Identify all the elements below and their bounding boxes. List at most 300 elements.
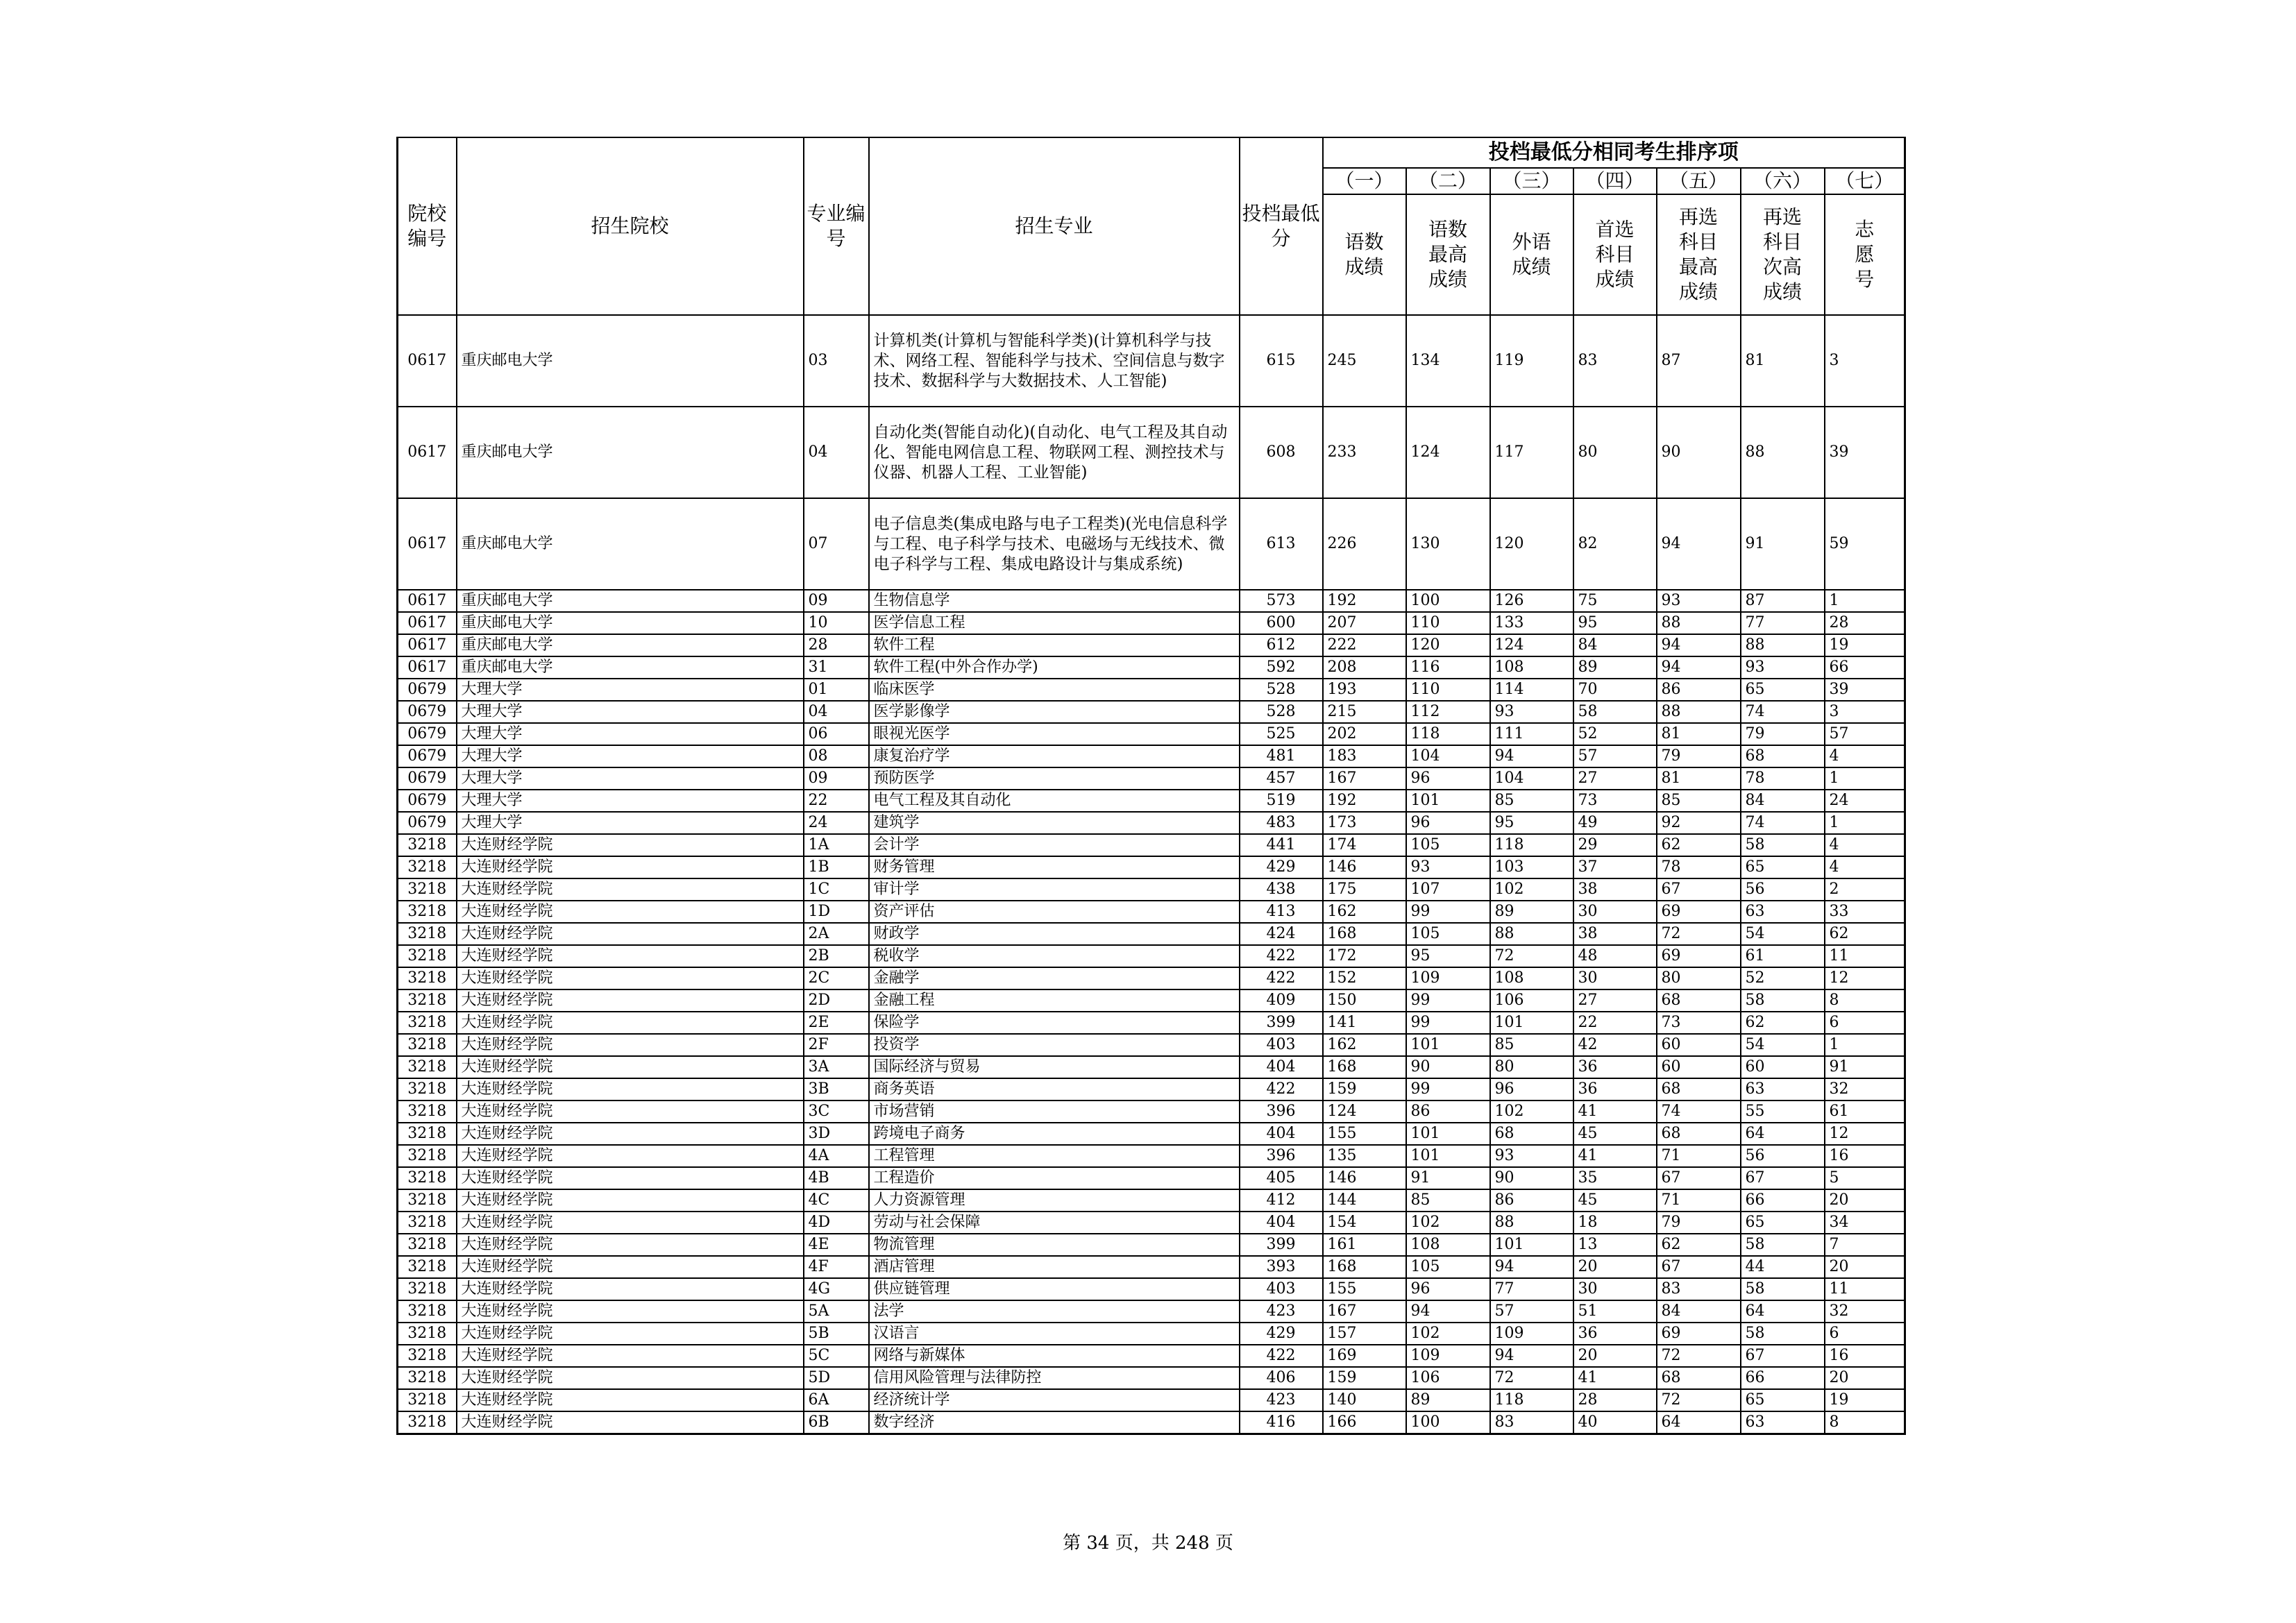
tiebreak-3-cell: 120 (1490, 498, 1573, 590)
tiebreak-3-cell: 86 (1490, 1189, 1573, 1212)
tiebreak-3-cell: 114 (1490, 679, 1573, 701)
tiebreak-4-cell: 27 (1573, 767, 1657, 790)
min-score-cell: 573 (1240, 590, 1323, 612)
tiebreak-4-cell: 83 (1573, 315, 1657, 407)
school-code-cell: 0617 (398, 634, 457, 656)
tiebreak-1-cell: 140 (1323, 1389, 1406, 1411)
tiebreak-5-cell: 69 (1657, 901, 1741, 923)
major-code-cell: 31 (804, 656, 869, 679)
tiebreak-3-cell: 108 (1490, 967, 1573, 989)
tiebreak-3-cell: 90 (1490, 1167, 1573, 1189)
tiebreak-5-cell: 92 (1657, 812, 1741, 834)
school-code-cell: 3218 (398, 1056, 457, 1078)
major-name-cell: 投资学 (869, 1034, 1240, 1056)
tiebreak-4-cell: 18 (1573, 1212, 1657, 1234)
header-min-score: 投档最低分 (1240, 137, 1323, 315)
tiebreak-3-cell: 72 (1490, 1367, 1573, 1389)
tiebreak-7-cell: 3 (1825, 701, 1905, 723)
tiebreak-1-cell: 155 (1323, 1123, 1406, 1145)
tiebreak-3-cell: 85 (1490, 790, 1573, 812)
school-code-cell: 3218 (398, 1300, 457, 1323)
table-row (398, 790, 1905, 812)
tiebreak-7-cell: 66 (1825, 656, 1905, 679)
table-row (398, 878, 1905, 901)
tiebreak-1-cell: 172 (1323, 945, 1406, 967)
major-name-cell: 康复治疗学 (869, 745, 1240, 767)
min-score-cell: 422 (1240, 1345, 1323, 1367)
tiebreak-5-cell: 71 (1657, 1145, 1741, 1167)
tiebreak-6-cell: 58 (1741, 834, 1825, 856)
min-score-cell: 483 (1240, 812, 1323, 834)
school-code-cell: 0617 (398, 612, 457, 634)
major-code-cell: 1A (804, 834, 869, 856)
school-code-cell: 3218 (398, 923, 457, 945)
school-name-cell: 大连财经学院 (457, 1234, 804, 1256)
tiebreak-5-cell: 68 (1657, 1078, 1741, 1101)
table-header (398, 137, 1905, 315)
tiebreak-6-cell: 66 (1741, 1367, 1825, 1389)
tiebreak-6-cell: 64 (1741, 1300, 1825, 1323)
school-name-cell: 大连财经学院 (457, 856, 804, 878)
table-row (398, 1145, 1905, 1167)
tiebreak-2-cell: 94 (1406, 1300, 1490, 1323)
table-row (398, 1034, 1905, 1056)
tiebreak-5-cell: 67 (1657, 878, 1741, 901)
school-code-cell: 3218 (398, 856, 457, 878)
school-name-cell: 重庆邮电大学 (457, 656, 804, 679)
tiebreak-1-cell: 192 (1323, 790, 1406, 812)
table-row (398, 1189, 1905, 1212)
table-row (398, 1078, 1905, 1101)
tiebreak-4-cell: 95 (1573, 612, 1657, 634)
header-school-name: 招生院校 (457, 137, 804, 315)
tiebreak-5-cell: 69 (1657, 945, 1741, 967)
tiebreak-2-cell: 101 (1406, 1034, 1490, 1056)
tiebreak-3-cell: 108 (1490, 656, 1573, 679)
school-name-cell: 大连财经学院 (457, 1056, 804, 1078)
school-name-cell: 大理大学 (457, 723, 804, 745)
major-name-cell: 保险学 (869, 1012, 1240, 1034)
tiebreak-7-cell: 11 (1825, 945, 1905, 967)
major-code-cell: 4A (804, 1145, 869, 1167)
tiebreak-5-cell: 79 (1657, 1212, 1741, 1234)
header-tiebreak-title: 投档最低分相同考生排序项 (1323, 137, 1905, 168)
major-name-cell: 临床医学 (869, 679, 1240, 701)
min-score-cell: 406 (1240, 1367, 1323, 1389)
tiebreak-6-cell: 68 (1741, 745, 1825, 767)
tiebreak-2-cell: 102 (1406, 1212, 1490, 1234)
tiebreak-1-cell: 135 (1323, 1145, 1406, 1167)
tiebreak-1-cell: 226 (1323, 498, 1406, 590)
major-code-cell: 1D (804, 901, 869, 923)
tiebreak-4-cell: 49 (1573, 812, 1657, 834)
tiebreak-3-cell: 85 (1490, 1034, 1573, 1056)
tiebreak-3-cell: 124 (1490, 634, 1573, 656)
tiebreak-2-cell: 120 (1406, 634, 1490, 656)
tiebreak-1-cell: 159 (1323, 1367, 1406, 1389)
tiebreak-5-cell: 94 (1657, 498, 1741, 590)
min-score-cell: 519 (1240, 790, 1323, 812)
tiebreak-2-cell: 118 (1406, 723, 1490, 745)
tiebreak-5-cell: 78 (1657, 856, 1741, 878)
school-code-cell: 0617 (398, 407, 457, 498)
min-score-cell: 438 (1240, 878, 1323, 901)
major-code-cell: 24 (804, 812, 869, 834)
tiebreak-1-cell: 169 (1323, 1345, 1406, 1367)
table-row (398, 856, 1905, 878)
table-row (398, 812, 1905, 834)
tiebreak-3-cell: 106 (1490, 989, 1573, 1012)
tiebreak-2-cell: 105 (1406, 923, 1490, 945)
table-row (398, 989, 1905, 1012)
tiebreak-4-cell: 30 (1573, 967, 1657, 989)
table-row (398, 901, 1905, 923)
major-code-cell: 28 (804, 634, 869, 656)
tiebreak-7-cell: 32 (1825, 1300, 1905, 1323)
tiebreak-1-cell: 183 (1323, 745, 1406, 767)
tiebreak-5-cell: 88 (1657, 612, 1741, 634)
school-code-cell: 3218 (398, 1345, 457, 1367)
tiebreak-4-cell: 30 (1573, 901, 1657, 923)
tiebreak-5-cell: 93 (1657, 590, 1741, 612)
table-row (398, 767, 1905, 790)
school-code-cell: 0679 (398, 767, 457, 790)
min-score-cell: 404 (1240, 1123, 1323, 1145)
tiebreak-1-cell: 155 (1323, 1278, 1406, 1300)
tiebreak-5-cell: 68 (1657, 1367, 1741, 1389)
min-score-cell: 396 (1240, 1101, 1323, 1123)
header-order: （三） (1490, 168, 1573, 194)
school-code-cell: 3218 (398, 901, 457, 923)
table-row (398, 1323, 1905, 1345)
school-name-cell: 大连财经学院 (457, 1389, 804, 1411)
major-name-cell: 电子信息类(集成电路与电子工程类)(光电信息科学与工程、电子科学与技术、电磁场与无线技术、微电子科学与工程、集成电路设计与集成系统) (869, 498, 1240, 590)
tiebreak-5-cell: 88 (1657, 701, 1741, 723)
tiebreak-4-cell: 36 (1573, 1078, 1657, 1101)
tiebreak-3-cell: 102 (1490, 878, 1573, 901)
tiebreak-7-cell: 12 (1825, 1123, 1905, 1145)
school-code-cell: 3218 (398, 878, 457, 901)
tiebreak-1-cell: 168 (1323, 1256, 1406, 1278)
header-school-code: 院校编号 (398, 137, 457, 315)
school-code-cell: 3218 (398, 1212, 457, 1234)
tiebreak-4-cell: 36 (1573, 1056, 1657, 1078)
school-name-cell: 大理大学 (457, 745, 804, 767)
tiebreak-4-cell: 13 (1573, 1234, 1657, 1256)
major-code-cell: 5B (804, 1323, 869, 1345)
tiebreak-5-cell: 90 (1657, 407, 1741, 498)
school-name-cell: 大连财经学院 (457, 1411, 804, 1434)
tiebreak-6-cell: 58 (1741, 989, 1825, 1012)
tiebreak-4-cell: 82 (1573, 498, 1657, 590)
table-row (398, 1278, 1905, 1300)
tiebreak-4-cell: 51 (1573, 1300, 1657, 1323)
school-name-cell: 重庆邮电大学 (457, 315, 804, 407)
tiebreak-2-cell: 100 (1406, 590, 1490, 612)
tiebreak-4-cell: 28 (1573, 1389, 1657, 1411)
tiebreak-4-cell: 52 (1573, 723, 1657, 745)
tiebreak-4-cell: 40 (1573, 1411, 1657, 1434)
school-name-cell: 大连财经学院 (457, 923, 804, 945)
min-score-cell: 416 (1240, 1411, 1323, 1434)
tiebreak-7-cell: 24 (1825, 790, 1905, 812)
tiebreak-6-cell: 79 (1741, 723, 1825, 745)
major-code-cell: 09 (804, 590, 869, 612)
header-order: （五） (1657, 168, 1741, 194)
tiebreak-1-cell: 168 (1323, 923, 1406, 945)
tiebreak-2-cell: 106 (1406, 1367, 1490, 1389)
tiebreak-6-cell: 65 (1741, 856, 1825, 878)
tiebreak-5-cell: 60 (1657, 1056, 1741, 1078)
tiebreak-2-cell: 101 (1406, 1123, 1490, 1145)
tiebreak-1-cell: 215 (1323, 701, 1406, 723)
school-code-cell: 0617 (398, 315, 457, 407)
min-score-cell: 457 (1240, 767, 1323, 790)
school-name-cell: 大连财经学院 (457, 878, 804, 901)
major-name-cell: 生物信息学 (869, 590, 1240, 612)
tiebreak-2-cell: 99 (1406, 901, 1490, 923)
major-code-cell: 4B (804, 1167, 869, 1189)
tiebreak-4-cell: 41 (1573, 1367, 1657, 1389)
header-tiebreak-item: 语数成绩 (1323, 194, 1406, 315)
major-name-cell: 软件工程 (869, 634, 1240, 656)
tiebreak-7-cell: 3 (1825, 315, 1905, 407)
tiebreak-2-cell: 101 (1406, 1145, 1490, 1167)
tiebreak-2-cell: 101 (1406, 790, 1490, 812)
school-name-cell: 重庆邮电大学 (457, 407, 804, 498)
tiebreak-1-cell: 167 (1323, 1300, 1406, 1323)
tiebreak-1-cell: 159 (1323, 1078, 1406, 1101)
tiebreak-3-cell: 96 (1490, 1078, 1573, 1101)
school-code-cell: 0679 (398, 679, 457, 701)
school-name-cell: 大连财经学院 (457, 1012, 804, 1034)
tiebreak-7-cell: 4 (1825, 745, 1905, 767)
tiebreak-7-cell: 20 (1825, 1256, 1905, 1278)
school-code-cell: 3218 (398, 1256, 457, 1278)
min-score-cell: 399 (1240, 1012, 1323, 1034)
tiebreak-6-cell: 58 (1741, 1278, 1825, 1300)
header-major-code: 专业编号 (804, 137, 869, 315)
min-score-cell: 422 (1240, 945, 1323, 967)
tiebreak-3-cell: 94 (1490, 745, 1573, 767)
min-score-cell: 429 (1240, 856, 1323, 878)
tiebreak-4-cell: 30 (1573, 1278, 1657, 1300)
tiebreak-1-cell: 144 (1323, 1189, 1406, 1212)
min-score-cell: 403 (1240, 1034, 1323, 1056)
tiebreak-3-cell: 88 (1490, 1212, 1573, 1234)
tiebreak-5-cell: 83 (1657, 1278, 1741, 1300)
tiebreak-6-cell: 84 (1741, 790, 1825, 812)
tiebreak-2-cell: 93 (1406, 856, 1490, 878)
tiebreak-2-cell: 99 (1406, 989, 1490, 1012)
tiebreak-5-cell: 94 (1657, 656, 1741, 679)
tiebreak-3-cell: 94 (1490, 1256, 1573, 1278)
major-code-cell: 5C (804, 1345, 869, 1367)
table-row (398, 1123, 1905, 1145)
school-name-cell: 大连财经学院 (457, 967, 804, 989)
school-code-cell: 3218 (398, 1323, 457, 1345)
tiebreak-6-cell: 93 (1741, 656, 1825, 679)
tiebreak-2-cell: 90 (1406, 1056, 1490, 1078)
major-code-cell: 2C (804, 967, 869, 989)
tiebreak-5-cell: 81 (1657, 723, 1741, 745)
tiebreak-1-cell: 174 (1323, 834, 1406, 856)
tiebreak-7-cell: 61 (1825, 1101, 1905, 1123)
tiebreak-4-cell: 70 (1573, 679, 1657, 701)
major-name-cell: 网络与新媒体 (869, 1345, 1240, 1367)
tiebreak-7-cell: 8 (1825, 1411, 1905, 1434)
tiebreak-1-cell: 146 (1323, 1167, 1406, 1189)
tiebreak-1-cell: 124 (1323, 1101, 1406, 1123)
tiebreak-4-cell: 27 (1573, 989, 1657, 1012)
major-name-cell: 预防医学 (869, 767, 1240, 790)
major-name-cell: 商务英语 (869, 1078, 1240, 1101)
major-code-cell: 1C (804, 878, 869, 901)
school-name-cell: 大连财经学院 (457, 1034, 804, 1056)
tiebreak-6-cell: 63 (1741, 1411, 1825, 1434)
table-row (398, 1367, 1905, 1389)
tiebreak-6-cell: 63 (1741, 1078, 1825, 1101)
tiebreak-4-cell: 20 (1573, 1256, 1657, 1278)
tiebreak-5-cell: 87 (1657, 315, 1741, 407)
tiebreak-3-cell: 103 (1490, 856, 1573, 878)
table-row (398, 701, 1905, 723)
school-name-cell: 大连财经学院 (457, 1145, 804, 1167)
tiebreak-5-cell: 67 (1657, 1167, 1741, 1189)
tiebreak-7-cell: 33 (1825, 901, 1905, 923)
major-code-cell: 2A (804, 923, 869, 945)
table-row (398, 1167, 1905, 1189)
table-row (398, 967, 1905, 989)
tiebreak-2-cell: 105 (1406, 1256, 1490, 1278)
min-score-cell: 613 (1240, 498, 1323, 590)
school-code-cell: 0679 (398, 723, 457, 745)
table-row (398, 1411, 1905, 1434)
school-code-cell: 3218 (398, 1078, 457, 1101)
tiebreak-1-cell: 173 (1323, 812, 1406, 834)
major-name-cell: 经济统计学 (869, 1389, 1240, 1411)
major-code-cell: 22 (804, 790, 869, 812)
major-name-cell: 汉语言 (869, 1323, 1240, 1345)
school-code-cell: 3218 (398, 1167, 457, 1189)
tiebreak-4-cell: 45 (1573, 1123, 1657, 1145)
tiebreak-2-cell: 86 (1406, 1101, 1490, 1123)
tiebreak-7-cell: 8 (1825, 989, 1905, 1012)
school-code-cell: 0679 (398, 701, 457, 723)
tiebreak-4-cell: 37 (1573, 856, 1657, 878)
tiebreak-4-cell: 75 (1573, 590, 1657, 612)
tiebreak-7-cell: 4 (1825, 856, 1905, 878)
tiebreak-4-cell: 29 (1573, 834, 1657, 856)
tiebreak-1-cell: 162 (1323, 1034, 1406, 1056)
tiebreak-2-cell: 104 (1406, 745, 1490, 767)
major-code-cell: 4D (804, 1212, 869, 1234)
table-row (398, 923, 1905, 945)
tiebreak-6-cell: 58 (1741, 1234, 1825, 1256)
tiebreak-2-cell: 107 (1406, 878, 1490, 901)
header-order: （二） (1406, 168, 1490, 194)
major-code-cell: 2B (804, 945, 869, 967)
tiebreak-7-cell: 1 (1825, 767, 1905, 790)
tiebreak-5-cell: 68 (1657, 989, 1741, 1012)
major-code-cell: 06 (804, 723, 869, 745)
tiebreak-6-cell: 88 (1741, 634, 1825, 656)
min-score-cell: 423 (1240, 1300, 1323, 1323)
tiebreak-6-cell: 44 (1741, 1256, 1825, 1278)
school-name-cell: 大连财经学院 (457, 1300, 804, 1323)
major-code-cell: 03 (804, 315, 869, 407)
tiebreak-5-cell: 62 (1657, 834, 1741, 856)
table-row (398, 723, 1905, 745)
tiebreak-6-cell: 65 (1741, 1389, 1825, 1411)
tiebreak-3-cell: 93 (1490, 701, 1573, 723)
major-code-cell: 5A (804, 1300, 869, 1323)
tiebreak-1-cell: 166 (1323, 1411, 1406, 1434)
school-name-cell: 大连财经学院 (457, 1212, 804, 1234)
school-code-cell: 3218 (398, 1278, 457, 1300)
major-name-cell: 财务管理 (869, 856, 1240, 878)
tiebreak-7-cell: 39 (1825, 407, 1905, 498)
table-row (398, 1056, 1905, 1078)
major-name-cell: 软件工程(中外合作办学) (869, 656, 1240, 679)
tiebreak-5-cell: 79 (1657, 745, 1741, 767)
table-row (398, 315, 1905, 407)
tiebreak-6-cell: 54 (1741, 1034, 1825, 1056)
tiebreak-3-cell: 109 (1490, 1323, 1573, 1345)
tiebreak-5-cell: 71 (1657, 1189, 1741, 1212)
tiebreak-5-cell: 67 (1657, 1256, 1741, 1278)
table-row (398, 745, 1905, 767)
tiebreak-5-cell: 62 (1657, 1234, 1741, 1256)
tiebreak-1-cell: 150 (1323, 989, 1406, 1012)
school-name-cell: 大连财经学院 (457, 1345, 804, 1367)
school-name-cell: 大理大学 (457, 767, 804, 790)
school-code-cell: 3218 (398, 1189, 457, 1212)
tiebreak-3-cell: 89 (1490, 901, 1573, 923)
table-row (398, 634, 1905, 656)
major-code-cell: 2E (804, 1012, 869, 1034)
tiebreak-2-cell: 130 (1406, 498, 1490, 590)
min-score-cell: 441 (1240, 834, 1323, 856)
tiebreak-6-cell: 65 (1741, 679, 1825, 701)
min-score-cell: 612 (1240, 634, 1323, 656)
tiebreak-5-cell: 72 (1657, 923, 1741, 945)
tiebreak-1-cell: 168 (1323, 1056, 1406, 1078)
tiebreak-1-cell: 222 (1323, 634, 1406, 656)
tiebreak-7-cell: 5 (1825, 1167, 1905, 1189)
school-code-cell: 3218 (398, 1389, 457, 1411)
tiebreak-7-cell: 20 (1825, 1367, 1905, 1389)
tiebreak-2-cell: 112 (1406, 701, 1490, 723)
tiebreak-5-cell: 81 (1657, 767, 1741, 790)
major-code-cell: 2F (804, 1034, 869, 1056)
tiebreak-7-cell: 1 (1825, 1034, 1905, 1056)
tiebreak-6-cell: 87 (1741, 590, 1825, 612)
tiebreak-6-cell: 54 (1741, 923, 1825, 945)
tiebreak-4-cell: 58 (1573, 701, 1657, 723)
table-row (398, 679, 1905, 701)
school-name-cell: 大连财经学院 (457, 989, 804, 1012)
tiebreak-4-cell: 48 (1573, 945, 1657, 967)
major-name-cell: 数字经济 (869, 1411, 1240, 1434)
tiebreak-4-cell: 20 (1573, 1345, 1657, 1367)
table-row (398, 834, 1905, 856)
tiebreak-5-cell: 84 (1657, 1300, 1741, 1323)
tiebreak-1-cell: 175 (1323, 878, 1406, 901)
school-code-cell: 3218 (398, 1411, 457, 1434)
min-score-cell: 525 (1240, 723, 1323, 745)
tiebreak-1-cell: 141 (1323, 1012, 1406, 1034)
